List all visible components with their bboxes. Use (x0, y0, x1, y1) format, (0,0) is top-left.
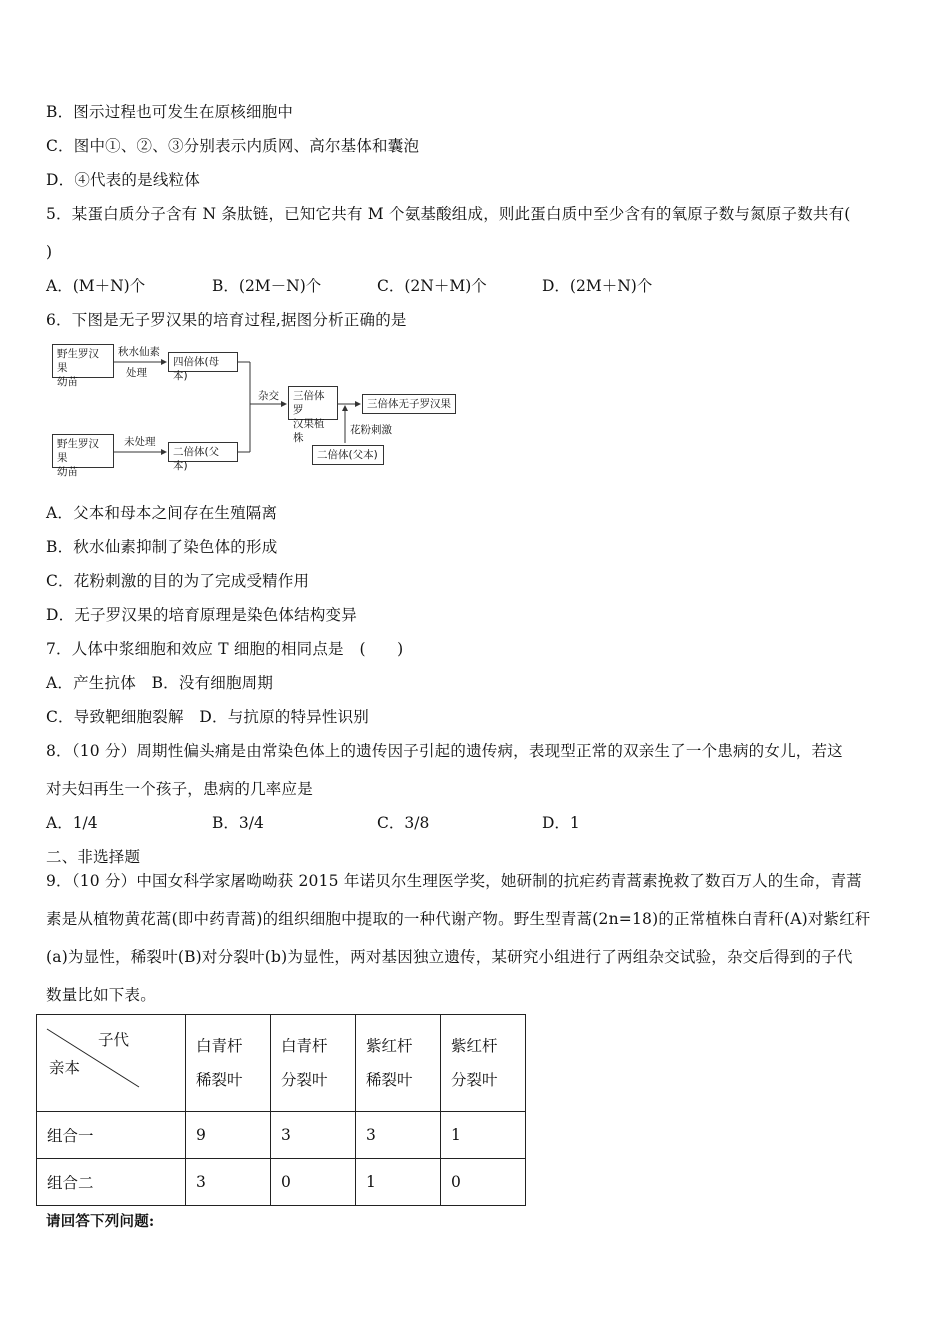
pollen-stimulation-label: 花粉刺激 (350, 424, 392, 436)
diploid-father-box: 二倍体(父本) (168, 442, 238, 462)
corner-header (37, 1015, 186, 1112)
q5-options (46, 276, 926, 296)
q4-option-d: D．④代表的是线粒体 (46, 171, 200, 189)
q8-stem-line1: 8．（10 分）周期性偏头痛是由常染色体上的遗传因子引起的遗传病，表现型正常的双亲生了一个患病的女儿，若这 (46, 742, 843, 760)
treat-label: 处理 (126, 367, 147, 379)
wild-seedling-box-2 (52, 434, 114, 478)
header-col-2 (271, 1015, 356, 1112)
wild-seedling-1-line1: 野生罗汉果 (57, 348, 99, 374)
table-cell: 1 (356, 1159, 441, 1206)
q9-text-line4: 数量比如下表。 (46, 986, 156, 1004)
q5-stem-line2: ) (46, 243, 53, 261)
q6-option-c: C．花粉刺激的目的为了完成受精作用 (46, 572, 310, 590)
q5-option-c: C．(2N＋M)个 (377, 277, 487, 295)
table-cell: 3 (271, 1112, 356, 1159)
q5-option-d: D．(2M＋N)个 (542, 277, 653, 295)
q5-option-b: B．(2M－N)个 (212, 277, 322, 295)
diploid-father-box-2: 二倍体(父本) (312, 445, 384, 465)
table-cell: 3 (186, 1159, 271, 1206)
row-label: 组合一 (37, 1112, 186, 1159)
q8-option-a: A．1/4 (46, 814, 98, 832)
table-cell: 0 (271, 1159, 356, 1206)
header-col-3 (356, 1015, 441, 1112)
untreated-label: 未处理 (124, 436, 156, 448)
q5-stem-line1: 5．某蛋白质分子含有 N 条肽链，已知它共有 M 个氨基酸组成，则此蛋白质中至少含有的氧原子数与氮原子数共有( (46, 205, 851, 223)
wild-seedling-2-line1: 野生罗汉果 (57, 438, 99, 464)
q5-option-a: A．(M＋N)个 (46, 277, 146, 295)
corner-offspring-label: 子代 (97, 1031, 129, 1049)
wild-seedling-1-line2: 幼苗 (57, 376, 78, 388)
wild-seedling-2-line2: 幼苗 (57, 466, 78, 478)
q8-options (46, 813, 926, 833)
q6-option-b: B．秋水仙素抑制了染色体的形成 (46, 538, 278, 556)
table-row (37, 1112, 526, 1159)
table-cell: 0 (441, 1159, 526, 1206)
wild-seedling-box-1 (52, 344, 114, 388)
table-cell: 9 (186, 1112, 271, 1159)
table-header-row (37, 1015, 526, 1112)
offspring-table (36, 1014, 526, 1206)
q7-options-ab: A．产生抗体 B．没有细胞周期 (46, 674, 274, 692)
header-col-4-line2: 分裂叶 (451, 1071, 498, 1089)
seedless-fruit-box: 三倍体无子罗汉果 (362, 394, 456, 414)
q9-text-line2: 素是从植物黄花蒿(即中药青蒿)的组织细胞中提取的一种代谢产物。野生型青蒿(2n=18)的正常植株白青秆(A)对紫红秆 (46, 910, 871, 928)
q8-stem-line2: 对夫妇再生一个孩子，患病的几率应是 (46, 780, 313, 798)
row-label: 组合二 (37, 1159, 186, 1206)
header-col-2-line2: 分裂叶 (281, 1071, 328, 1089)
section-heading: 二、非选择题 (46, 848, 141, 866)
q6-stem: 6．下图是无子罗汉果的培育过程,据图分析正确的是 (46, 311, 407, 329)
header-col-1 (186, 1015, 271, 1112)
table-row (37, 1159, 526, 1206)
q4-option-c: C．图中①、②、③分别表示内质网、高尔基体和囊泡 (46, 137, 420, 155)
triploid-line2: 汉果植株 (293, 418, 325, 444)
header-col-2-line1: 白青杆 (281, 1037, 328, 1055)
table-cell: 1 (441, 1112, 526, 1159)
q7-options-cd: C．导致靶细胞裂解 D．与抗原的特异性识别 (46, 708, 369, 726)
triploid-line1: 三倍体罗 (293, 390, 325, 416)
q8-option-d: D．1 (542, 814, 580, 832)
table-cell: 3 (356, 1112, 441, 1159)
q6-option-d: D．无子罗汉果的培育原理是染色体结构变异 (46, 606, 357, 624)
q9-text-line1: 9．（10 分）中国女科学家屠呦呦获 2015 年诺贝尔生理医学奖，她研制的抗疟药青蒿素挽救了数百万人的生命，青蒿 (46, 872, 862, 890)
header-col-4-line1: 紫红杆 (451, 1037, 498, 1055)
q6-option-a: A．父本和母本之间存在生殖隔离 (46, 504, 278, 522)
q9-text-line3: (a)为显性，稀裂叶(B)对分裂叶(b)为显性，两对基因独立遗传，某研究小组进行了两组杂交试验，杂交后得到的子代 (46, 948, 853, 966)
colchicine-label: 秋水仙素 (118, 346, 160, 358)
header-col-4 (441, 1015, 526, 1112)
q8-option-c: C．3/8 (377, 814, 430, 832)
header-col-3-line1: 紫红杆 (366, 1037, 413, 1055)
q8-option-b: B．3/4 (212, 814, 264, 832)
q4-option-b: B．图示过程也可发生在原核细胞中 (46, 103, 294, 121)
header-col-1-line2: 稀裂叶 (196, 1071, 243, 1089)
corner-parent-label: 亲本 (49, 1059, 81, 1077)
tetraploid-mother-box: 四倍体(母本) (168, 352, 238, 372)
cross-label: 杂交 (258, 390, 279, 402)
header-col-1-line1: 白青杆 (196, 1037, 243, 1055)
q9-prompt: 请回答下列问题: (46, 1213, 155, 1230)
header-col-3-line2: 稀裂叶 (366, 1071, 413, 1089)
q7-stem: 7．人体中浆细胞和效应 T 细胞的相同点是 ( ) (46, 640, 404, 658)
triploid-plant-box (288, 386, 338, 444)
